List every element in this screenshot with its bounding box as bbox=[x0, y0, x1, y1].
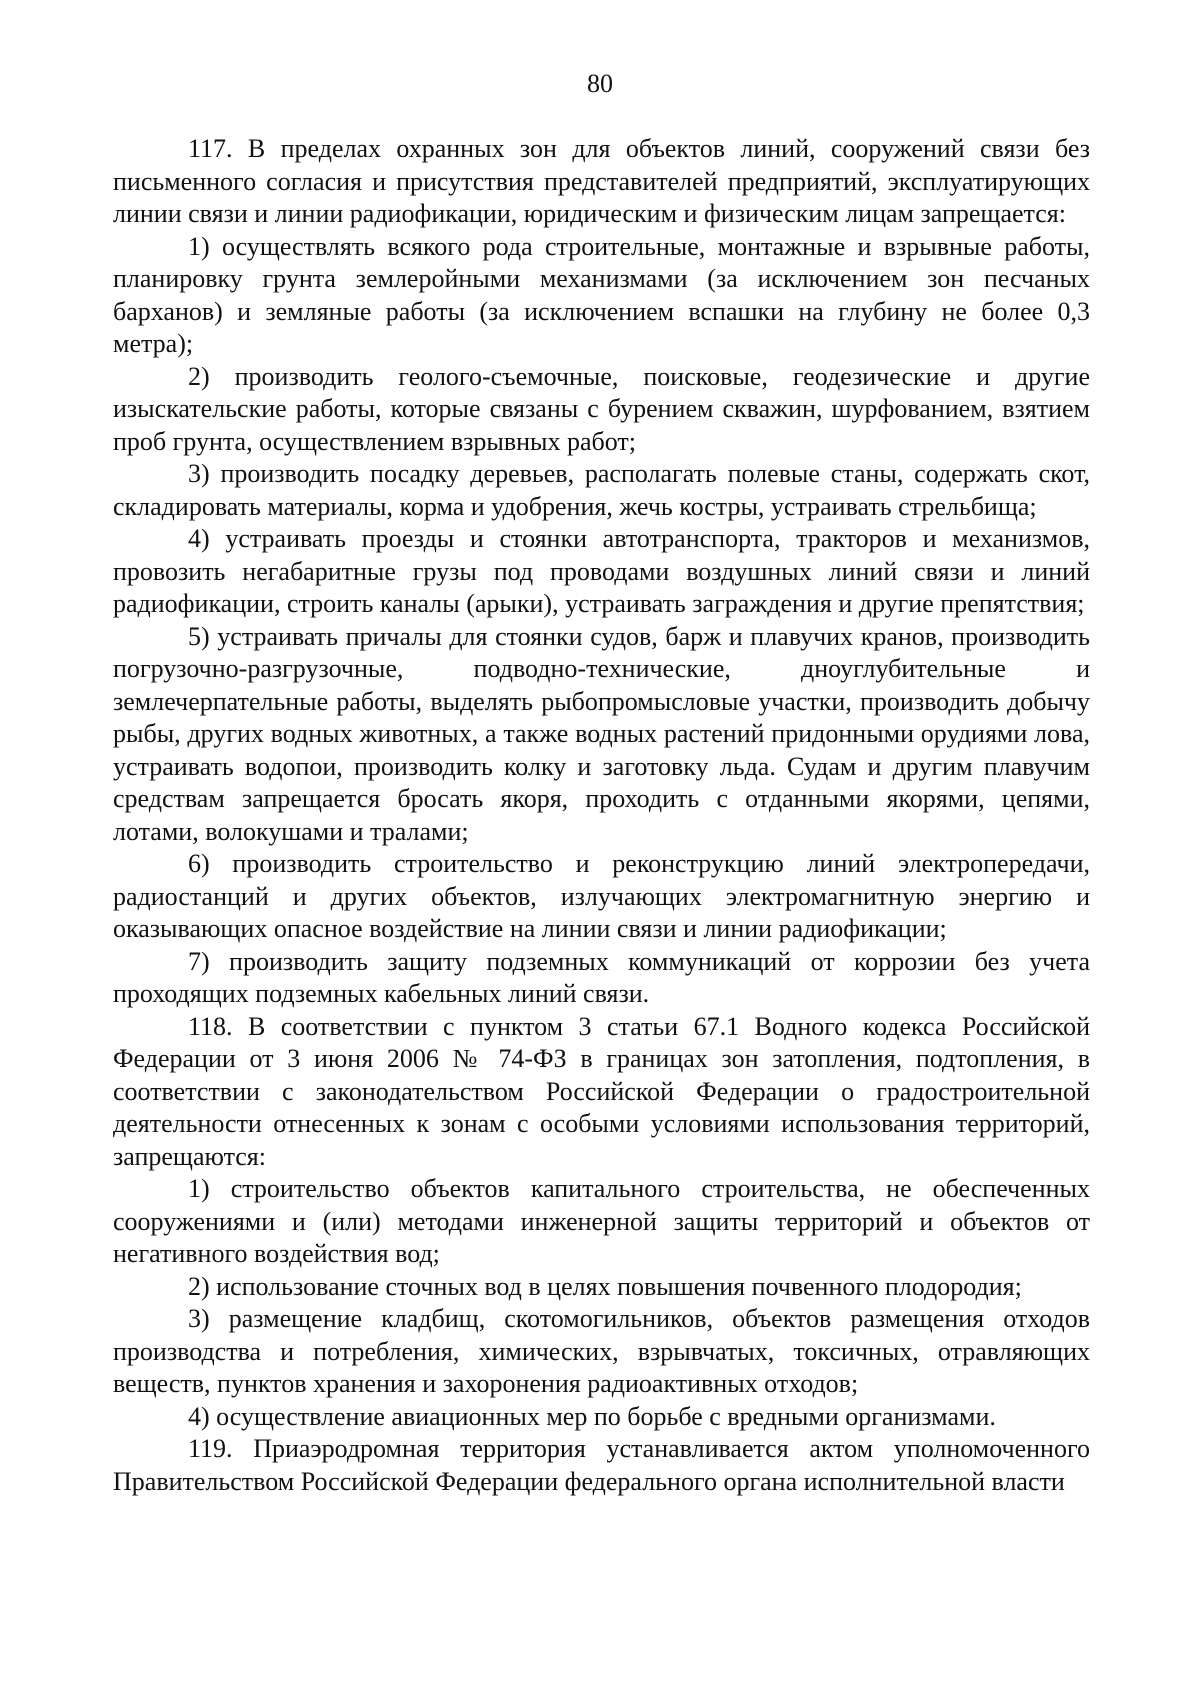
list-item-118-3: 3) размещение кладбищ, скотомогильников, объектов размещения отходов производства и потребления, химических, взрывчатых, токсичных, отравляющих веществ, пунктов хранения и захоронения радиоактивных отходов; bbox=[113, 1304, 1090, 1398]
paragraph-117: 117. В пределах охранных зон для объектов линий, сооружений связи без письменного согласия и присутствия представителей предприятий, эксплуатирующих линии связи и линии радиофикации, юридическим и физическим лицам запрещается: bbox=[113, 134, 1090, 228]
document-body bbox=[113, 133, 1090, 1498]
paragraph-118: 118. В соответствии с пунктом 3 статьи 67.1 Водного кодекса Российской Федерации от 3 июня 2006 № 74-ФЗ в границах зон затопления, подтопления, в соответствии с законодательством Российской Федерации о градостроительной деятельности отнесенных к зонам с особыми условиями использования территорий, запрещаются: bbox=[113, 1011, 1090, 1171]
page-number: 80 bbox=[587, 69, 613, 98]
list-item-117-4: 4) устраивать проезды и стоянки автотранспорта, тракторов и механизмов, провозить негабаритные грузы под проводами воздушных линий связи и линий радиофикации, строить каналы (арыки), устраивать заграждения и другие препятствия; bbox=[113, 524, 1090, 618]
list-item-118-1: 1) строительство объектов капитального строительства, не обеспеченных сооружениями и (или) методами инженерной защиты территорий и объектов от негативного воздействия вод; bbox=[113, 1174, 1090, 1268]
list-item-118-2: 2) использование сточных вод в целях повышения почвенного плодородия; bbox=[188, 1271, 1022, 1301]
list-item-117-2: 2) производить геолого-съемочные, поисковые, геодезические и другие изыскательские работы, которые связаны с бурением скважин, шурфованием, взятием проб грунта, осуществлением взрывных работ; bbox=[113, 361, 1090, 456]
list-item-117-5: 5) устраивать причалы для стоянки судов, барж и плавучих кранов, производить погрузочно-разгрузочные, подводно-технические, дноуглубительные и землечерпательные работы, выделять рыбопромысловые участки, производить добычу рыбы, других водных животных, а также водных растений придонными орудиями лова, устраивать водопои, производить колку и заготовку льда. Судам и другим плавучим средствам запрещается бросать якоря, проходить с отданными якорями, цепями, лотами, волокушами и тралами; bbox=[113, 621, 1090, 846]
paragraph-119: 119. Приаэродромная территория устанавливается актом уполномоченного Правительством Российской Федерации федерального органа исполнительной власти bbox=[113, 1434, 1090, 1496]
list-item-117-7: 7) производить защиту подземных коммуникаций от коррозии без учета проходящих подземных кабельных линий связи. bbox=[113, 946, 1090, 1008]
list-item-118-4: 4) осуществление авиационных мер по борьбе с вредными организмами. bbox=[188, 1401, 996, 1431]
list-item-117-3: 3) производить посадку деревьев, располагать полевые станы, содержать скот, складировать материалы, корма и удобрения, жечь костры, устраивать стрельбища; bbox=[113, 459, 1090, 521]
list-item-117-6: 6) производить строительство и реконструкцию линий электропередачи, радиостанций и других объектов, излучающих электромагнитную энергию и оказывающих опасное воздействие на линии связи и линии радиофикации; bbox=[113, 849, 1090, 943]
list-item-117-1: 1) осуществлять всякого рода строительные, монтажные и взрывные работы, планировку грунта землеройными механизмами (за исключением зон песчаных барханов) и земляные работы (за исключением вспашки на глубину не более 0,3 метра); bbox=[113, 231, 1090, 358]
